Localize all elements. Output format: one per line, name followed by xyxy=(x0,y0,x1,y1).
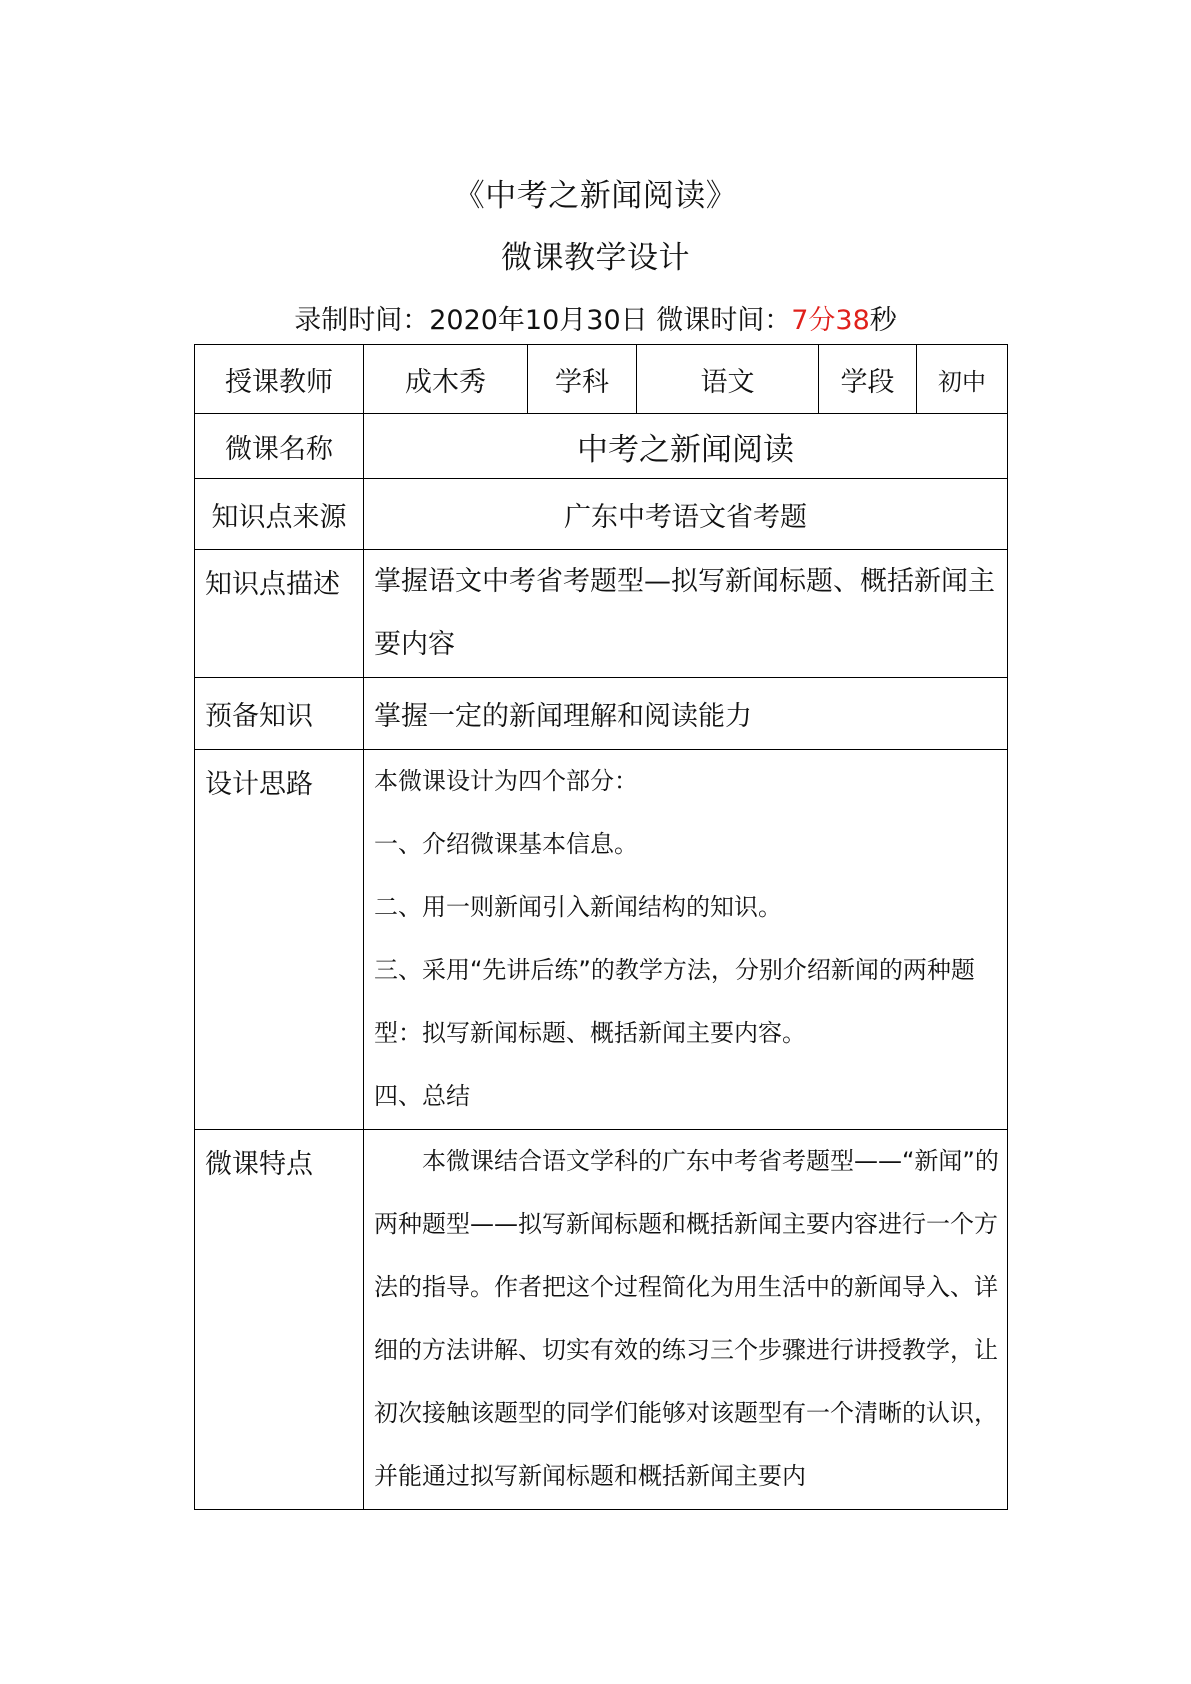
table-row-features xyxy=(195,1130,1008,1510)
minute-unit: 分 xyxy=(808,305,836,336)
document-title: 《中考之新闻阅读》 xyxy=(453,178,738,214)
design-line: 本微课设计为四个部分： xyxy=(374,767,638,795)
source-value: 广东中考语文省考题 xyxy=(364,479,1008,550)
course-name-label: 微课名称 xyxy=(195,414,364,479)
second-unit: 秒 xyxy=(869,305,897,336)
table-row-design xyxy=(195,750,1008,1130)
design-line: 一、介绍微课基本信息。 xyxy=(374,830,638,858)
table-row-info xyxy=(195,345,1008,414)
duration-minutes: 7 xyxy=(791,305,809,336)
features-label: 微课特点 xyxy=(195,1130,364,1510)
description-value: 掌握语文中考省考题型—拟写新闻标题、概括新闻主要内容 xyxy=(364,550,1008,678)
subject-label: 学科 xyxy=(528,345,637,414)
table-row-description xyxy=(195,550,1008,678)
design-content xyxy=(364,750,1008,1130)
design-line: 四、总结 xyxy=(374,1082,470,1110)
subject-value: 语文 xyxy=(637,345,819,414)
course-name-value: 中考之新闻阅读 xyxy=(364,414,1008,479)
features-text: 本微课结合语文学科的广东中考省考题型——“新闻”的两种题型——拟写新闻标题和概括新闻主要内容进行一个方法的指导。作者把这个过程简化为用生活中的新闻导入、详细的方法讲解、切实有效的练习三个步骤进行讲授教学，让初次接触该题型的同学们能够对该题型有一个清晰的认识，并能通过拟写新闻标题和概括新闻主要内 xyxy=(374,1147,999,1490)
design-list xyxy=(364,750,1007,1128)
prereq-label: 预备知识 xyxy=(195,678,364,750)
design-label: 设计思路 xyxy=(195,750,364,1130)
features-content xyxy=(364,1130,1008,1510)
record-label: 录制时间：2020年10月30日 微课时间： xyxy=(294,305,792,336)
description-label: 知识点描述 xyxy=(195,550,364,678)
table-row-course-name xyxy=(195,414,1008,479)
design-table xyxy=(194,344,1008,1510)
teacher-label: 授课教师 xyxy=(195,345,364,414)
prereq-value: 掌握一定的新闻理解和阅读能力 xyxy=(364,678,1008,750)
stage-label: 学段 xyxy=(819,345,917,414)
table-row-source xyxy=(195,479,1008,550)
design-line: 二、用一则新闻引入新闻结构的知识。 xyxy=(374,893,782,921)
source-label: 知识点来源 xyxy=(195,479,364,550)
duration-seconds: 38 xyxy=(835,305,870,336)
table-row-prereq xyxy=(195,678,1008,750)
teacher-name: 成木秀 xyxy=(364,345,528,414)
document-subtitle: 微课教学设计 xyxy=(501,240,690,276)
record-info xyxy=(0,298,1191,337)
stage-value: 初中 xyxy=(917,345,1008,414)
design-line: 三、采用“先讲后练”的教学方法，分别介绍新闻的两种题型：拟写新闻标题、概括新闻主要内容。 xyxy=(374,956,975,1047)
